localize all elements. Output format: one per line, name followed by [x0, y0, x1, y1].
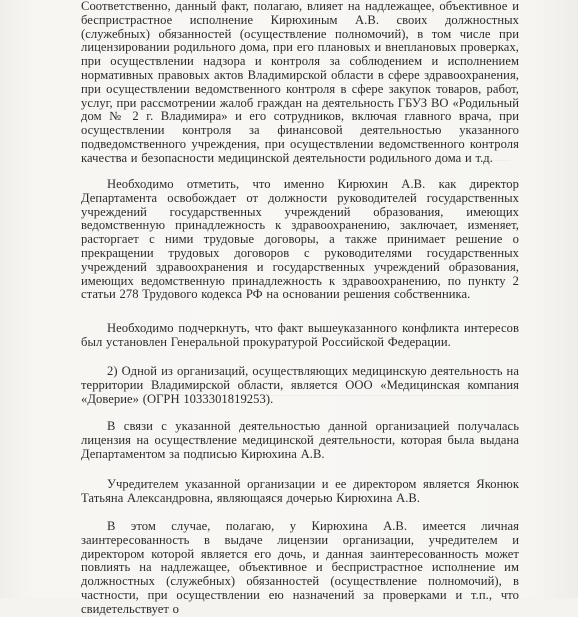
paragraph-license: В связи с указанной деятельностью данной организацией получалась лицензия на осуществление медицинской деятельности, которая была выдана Департаментом за подписью Кирюхина А.В.	[81, 419, 519, 461]
paragraph-director-powers: Необходимо отметить, что именно Кирюхин А.В. как директор Департамента освобождает от должности руководителей государственных учреждений государственных учреждений образования, имеющих ведомственную принадлежность к здравоохранению, заключает, изменяет, расторгает с ними трудовые договоры, а также принимает решение о прекращении трудовых договоров с руководителями государственных учреждений здравоохранения и государственных учреждений образования, имеющих ведомственную принадлежность к здравоохранению, по пункту 2 статьи 278 Трудового кодекса РФ на основании решения собственника.	[81, 177, 519, 302]
paragraph-personal-interest: В этом случае, полагаю, у Кирюхина А.В. имеется личная заинтересованность в выдаче лицензии организации, учредителем и директором которой является его дочь, и данная заинтересованность может повлиять на надлежащее, объективное и беспристрастное исполнение им должностных (служебных) обязанностей (осуществление полномочий), в частности, при осуществлении ею назначений за проверками и т.п., что свидетельствует о	[81, 519, 519, 616]
paragraph-founder: Учредителем указанной организации и ее директором является Яконюк Татьяна Александровна, являющаяся дочерью Кирюхина А.В.	[81, 477, 519, 505]
paragraph-organization: 2) Одной из организаций, осуществляющих медицинскую деятельность на территории Владимирской области, является ООО «Медицинская компания «Доверие» (ОГРН 1033301819253).	[81, 364, 519, 406]
paragraph-conflict-established: Необходимо подчеркнуть, что факт вышеуказанного конфликта интересов был установлен Генеральной прокуратурой Российской Федерации.	[81, 321, 519, 349]
paragraph-consequence: Соответственно, данный факт, полагаю, влияет на надлежащее, объективное и беспристрастное исполнение Кирюхиным А.В. своих должностных (служебных) обязанностей (осуществление полномочий), в том числе при лицензировании родильного дома, при его плановых и внеплановых проверках, при осуществлении надзора и контроля за соблюдением и исполнением нормативных правовых актов Владимирской области в сфере здравоохранения, при осуществлении ведомственного контроля в сфере закупок товаров, работ, услуг, при рассмотрении жалоб граждан на деятельность ГБУЗ ВО «Родильный дом № 2 г. Владимира» и его сотрудников, включая главного врача, при осуществлении контроля за финансовой деятельностью указанного подведомственного учреждения, при осуществлении ведомственного контроля качества и безопасности медицинской деятельности родильного дома и т.д.	[81, 0, 519, 165]
